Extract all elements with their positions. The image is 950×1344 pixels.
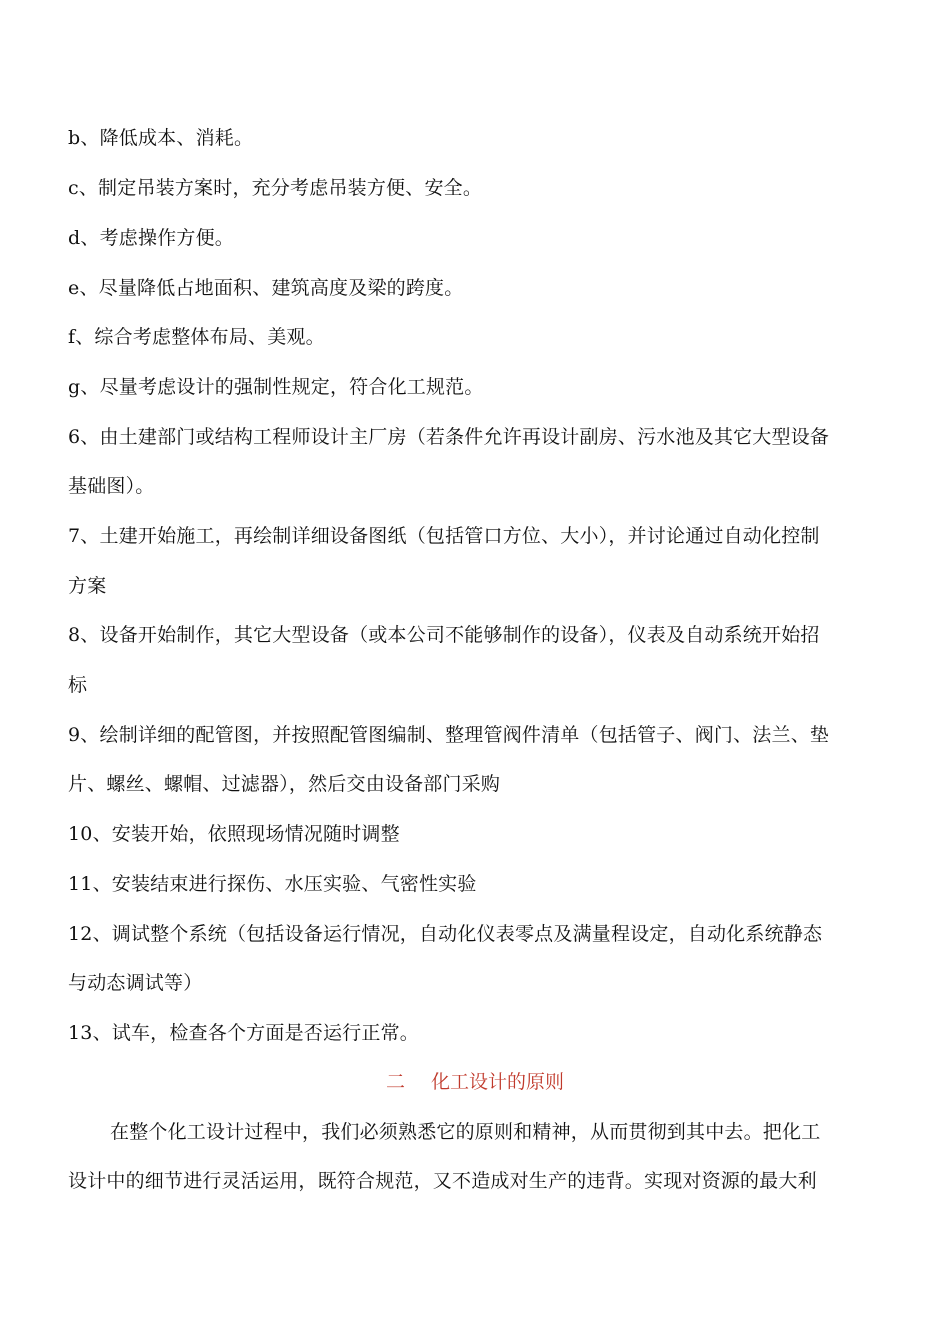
step-7-line-2: 方案 [68,575,107,597]
list-item-c: c、制定吊装方案时，充分考虑吊装方便、安全。 [68,177,483,199]
step-13: 13、试车，检查各个方面是否运行正常。 [68,1022,419,1044]
step-8-line-2: 标 [68,674,88,696]
section-heading [0,1070,950,1094]
step-12-line-1: 12、调试整个系统（包括设备运行情况，自动化仪表零点及满量程设定，自动化系统静态 [68,923,823,945]
paragraph-line-2: 设计中的细节进行灵活运用，既符合规范，又不造成对生产的违背。实现对资源的最大利 [68,1170,817,1192]
step-11: 11、安装结束进行探伤、水压实验、气密性实验 [68,873,477,895]
list-item-e: e、尽量降低占地面积、建筑高度及梁的跨度。 [68,277,464,299]
step-8-line-1: 8、设备开始制作，其它大型设备（或本公司不能够制作的设备），仪表及自动系统开始招 [68,624,820,646]
step-9-line-2: 片、螺丝、螺帽、过滤器），然后交由设备部门采购 [68,773,501,795]
step-10: 10、安装开始，依照现场情况随时调整 [68,823,400,845]
step-12-line-2: 与动态调试等） [68,972,203,994]
list-item-b: b、降低成本、消耗。 [68,127,254,149]
step-6-line-1: 6、由土建部门或结构工程师设计主厂房（若条件允许再设计副房、污水池及其它大型设备 [68,426,830,448]
paragraph-line-1: 在整个化工设计过程中，我们必须熟悉它的原则和精神，从而贯彻到其中去。把化工 [110,1121,821,1143]
list-item-g: g、尽量考虑设计的强制性规定，符合化工规范。 [68,376,484,398]
list-item-f: f、综合考虑整体布局、美观。 [68,326,325,348]
list-item-d: d、考虑操作方便。 [68,227,234,249]
step-7-line-1: 7、土建开始施工，再绘制详细设备图纸（包括管口方位、大小），并讨论通过自动化控制 [68,525,820,547]
step-9-line-1: 9、绘制详细的配管图，并按照配管图编制、整理管阀件清单（包括管子、阀门、法兰、垫 [68,724,830,746]
section-number: 二 [385,1071,405,1093]
step-6-line-2: 基础图）。 [68,475,155,497]
section-title: 化工设计的原则 [431,1071,565,1093]
